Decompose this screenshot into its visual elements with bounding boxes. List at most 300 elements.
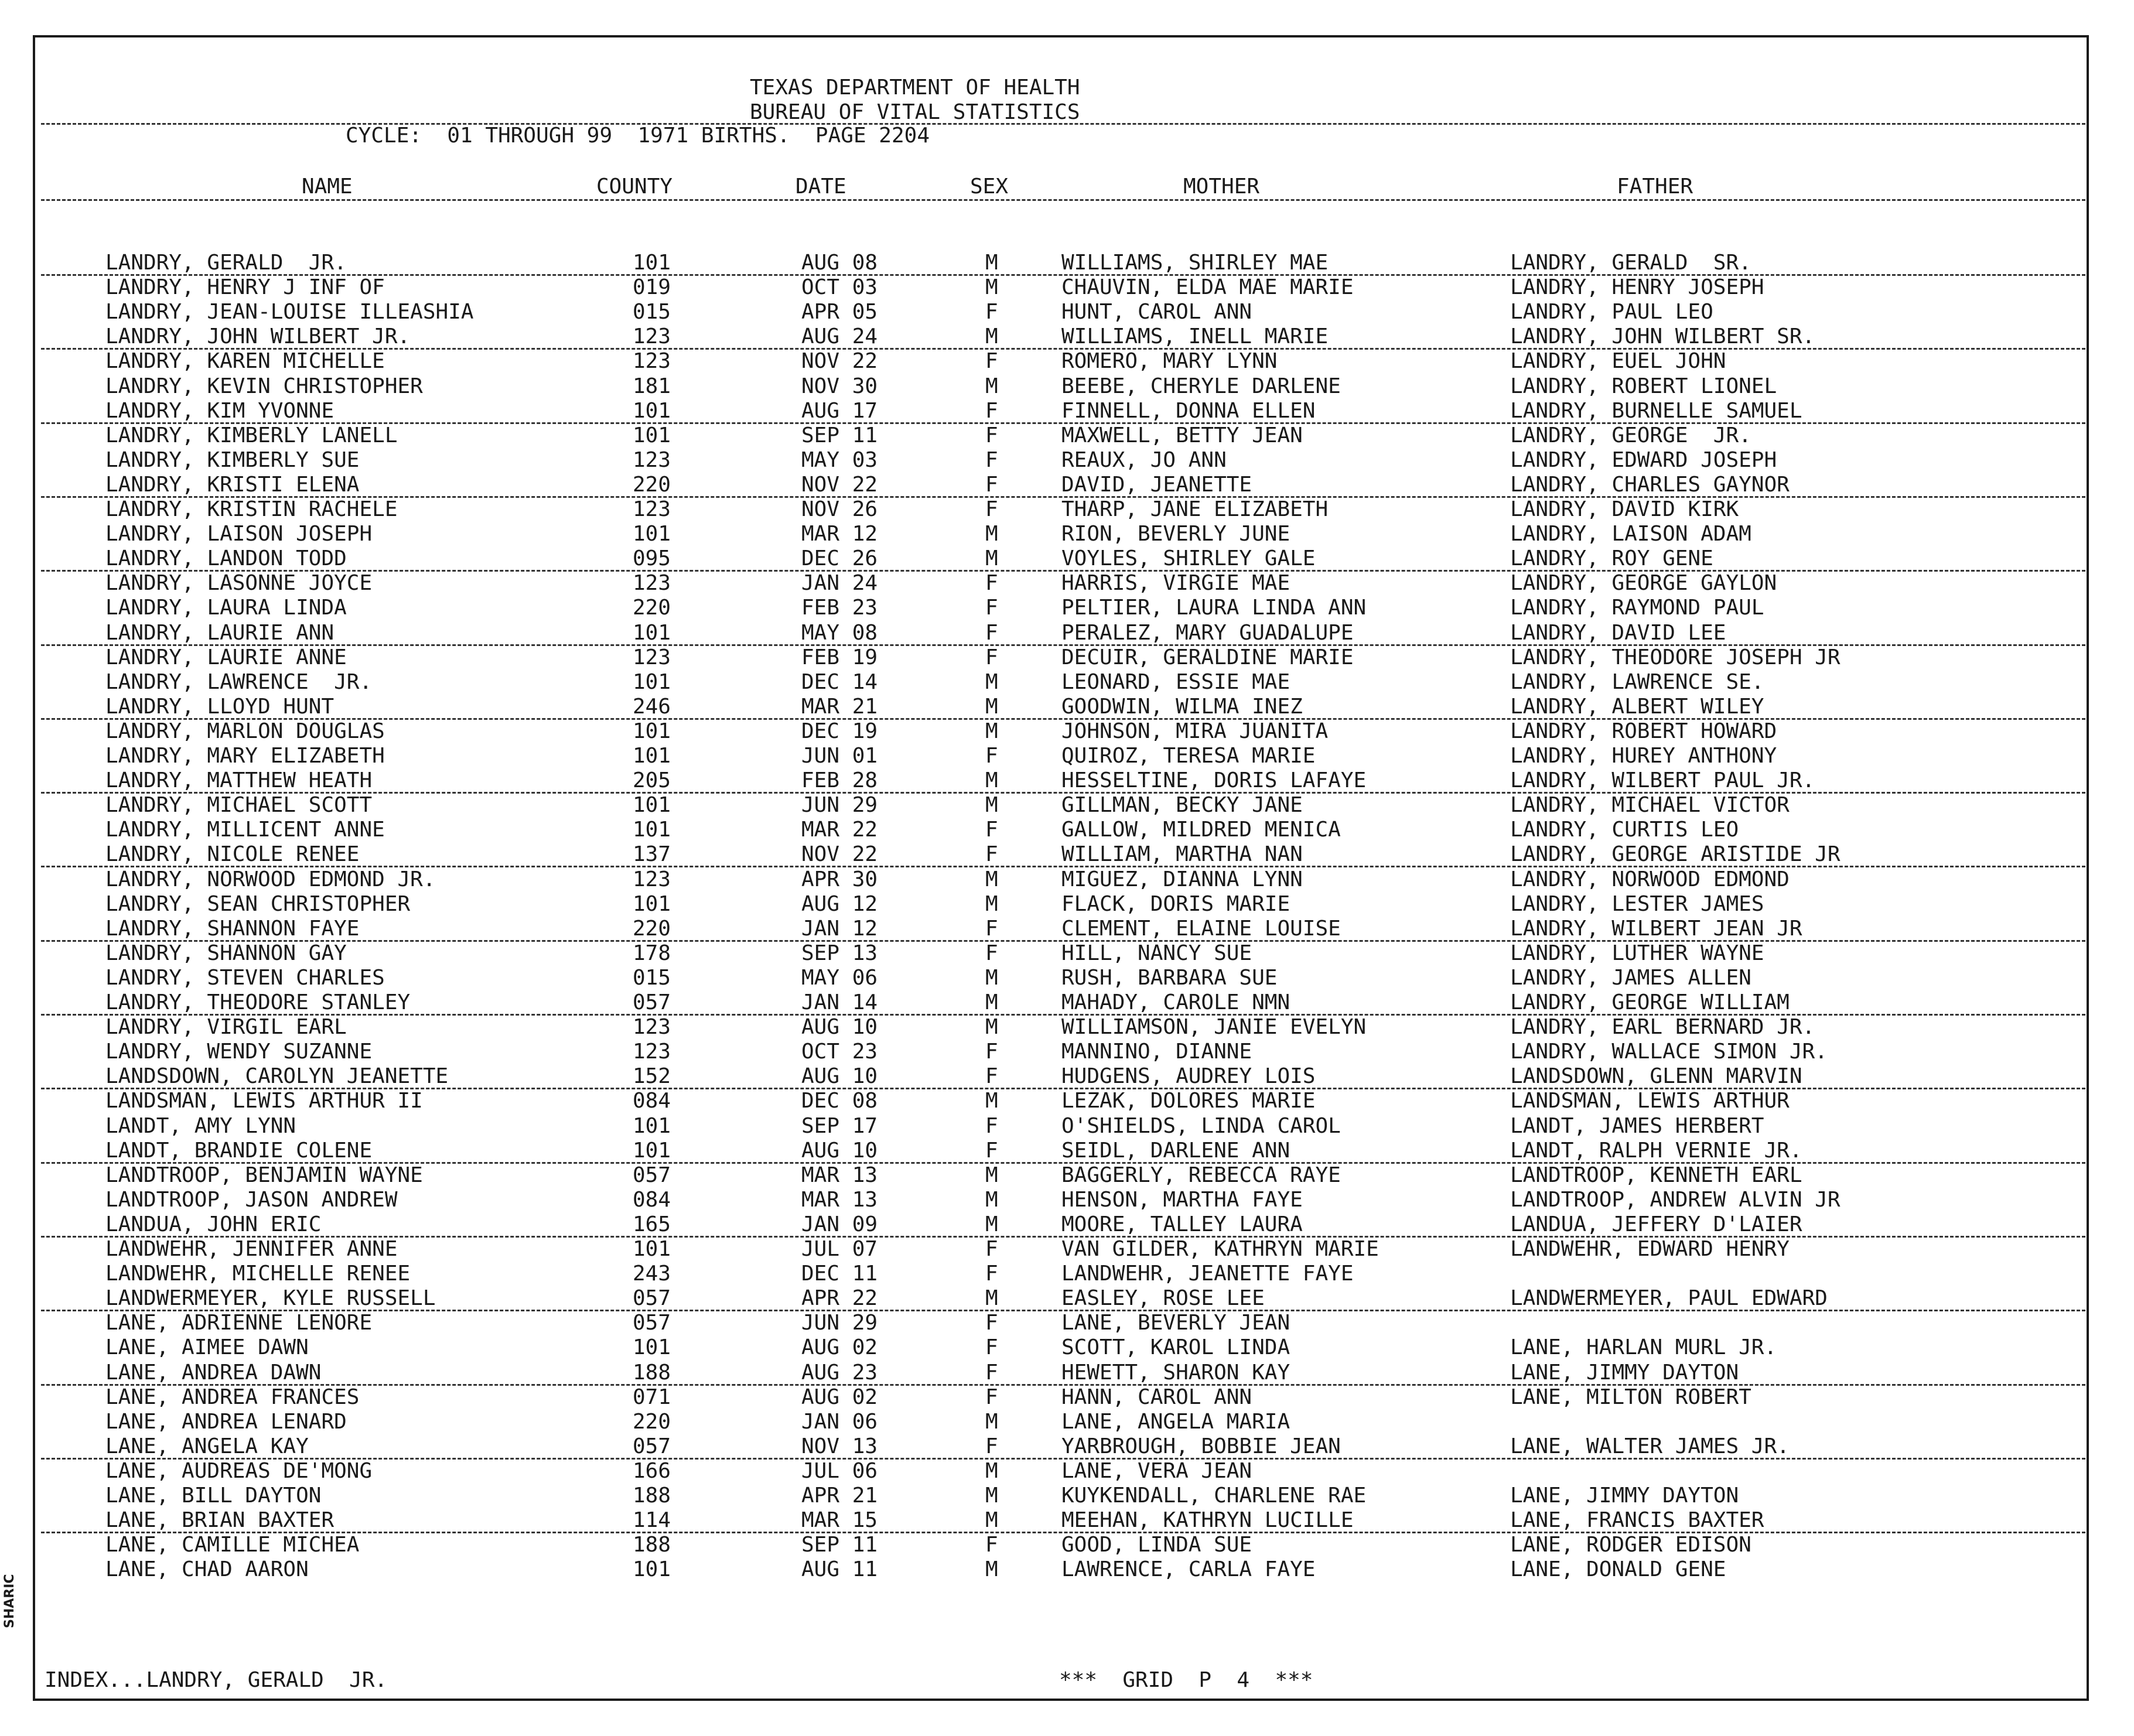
cell-county: 101 xyxy=(633,621,671,645)
table-row xyxy=(0,1557,2134,1582)
agency-title: TEXAS DEPARTMENT OF HEALTH xyxy=(750,76,1080,100)
cell-name: LANDRY, SHANNON GAY xyxy=(105,941,347,965)
cell-father: LANDRY, WILBERT PAUL JR. xyxy=(1510,768,1815,792)
cell-date: AUG 24 xyxy=(801,324,878,348)
cell-date: NOV 13 xyxy=(801,1434,878,1458)
cell-date: DEC 26 xyxy=(801,546,878,570)
cell-mother: LEZAK, DOLORES MARIE xyxy=(1061,1089,1316,1113)
cell-sex: F xyxy=(985,1237,998,1261)
cell-mother: HENSON, MARTHA FAYE xyxy=(1061,1188,1303,1212)
cell-father: LANDRY, DAVID LEE xyxy=(1510,621,1726,645)
cell-mother: LANDWEHR, JEANETTE FAYE xyxy=(1061,1262,1354,1286)
cell-sex: M xyxy=(985,1089,998,1113)
cell-name: LANDT, BRANDIE COLENE xyxy=(105,1139,373,1163)
cell-name: LANDRY, THEODORE STANLEY xyxy=(105,990,411,1014)
cell-sex: F xyxy=(985,645,998,669)
cell-county: 101 xyxy=(633,1557,671,1581)
cell-county: 166 xyxy=(633,1459,671,1483)
cell-county: 123 xyxy=(633,867,671,891)
side-label: SHARIC xyxy=(2,1574,17,1628)
table-row xyxy=(0,842,2134,867)
cell-date: JAN 24 xyxy=(801,571,878,595)
cell-father: LANDRY, CHARLES GAYNOR xyxy=(1510,473,1790,497)
table-row xyxy=(0,596,2134,620)
cell-county: 101 xyxy=(633,1335,671,1359)
cell-mother: MEEHAN, KATHRYN LUCILLE xyxy=(1061,1508,1354,1532)
cell-name: LANE, ANGELA KAY xyxy=(105,1434,309,1458)
cell-father: LANDRY, EARL BERNARD JR. xyxy=(1510,1015,1815,1039)
cell-mother: HARRIS, VIRGIE MAE xyxy=(1061,571,1290,595)
cell-date: OCT 23 xyxy=(801,1040,878,1064)
cell-date: AUG 17 xyxy=(801,399,878,423)
cell-mother: ROMERO, MARY LYNN xyxy=(1061,349,1278,373)
cell-father: LANDRY, ROY GENE xyxy=(1510,546,1713,570)
cell-name: LANDSMAN, LEWIS ARTHUR II xyxy=(105,1089,423,1113)
cell-father: LANDRY, LAWRENCE SE. xyxy=(1510,670,1764,694)
cell-sex: F xyxy=(985,571,998,595)
cell-father: LANDWEHR, EDWARD HENRY xyxy=(1510,1237,1790,1261)
cell-mother: CLEMENT, ELAINE LOUISE xyxy=(1061,917,1341,941)
cell-county: 246 xyxy=(633,695,671,719)
cell-sex: M xyxy=(985,275,998,299)
table-row xyxy=(0,522,2134,546)
table-row xyxy=(0,990,2134,1015)
column-header-mother: MOTHER xyxy=(1183,175,1260,199)
cell-sex: M xyxy=(985,867,998,891)
cell-county: 101 xyxy=(633,1114,671,1138)
cell-date: NOV 30 xyxy=(801,374,878,398)
cell-name: LANDRY, SHANNON FAYE xyxy=(105,917,360,941)
cell-mother: KUYKENDALL, CHARLENE RAE xyxy=(1061,1484,1367,1508)
cell-date: AUG 11 xyxy=(801,1557,878,1581)
cell-sex: M xyxy=(985,768,998,792)
cell-father: LANDRY, LUTHER WAYNE xyxy=(1510,941,1764,965)
column-header-rule xyxy=(41,199,2085,201)
cell-mother: VAN GILDER, KATHRYN MARIE xyxy=(1061,1237,1379,1261)
cell-mother: O'SHIELDS, LINDA CAROL xyxy=(1061,1114,1341,1138)
cell-father: LANDRY, GEORGE WILLIAM xyxy=(1510,990,1790,1014)
cell-county: 123 xyxy=(633,324,671,348)
table-row xyxy=(0,1385,2134,1410)
cell-mother: MAXWELL, BETTY JEAN xyxy=(1061,423,1303,447)
cell-sex: M xyxy=(985,1212,998,1236)
cell-date: JUN 29 xyxy=(801,1311,878,1335)
cell-date: MAR 22 xyxy=(801,818,878,842)
cell-date: AUG 10 xyxy=(801,1064,878,1088)
cell-county: 123 xyxy=(633,645,671,669)
table-row xyxy=(0,1163,2134,1188)
cell-sex: M xyxy=(985,695,998,719)
cell-county: 084 xyxy=(633,1089,671,1113)
table-row xyxy=(0,1410,2134,1434)
cell-date: AUG 12 xyxy=(801,892,878,916)
cell-sex: M xyxy=(985,966,998,990)
cell-date: JAN 14 xyxy=(801,990,878,1014)
cell-father: LANDRY, THEODORE JOSEPH JR xyxy=(1510,645,1841,669)
cell-mother: HILL, NANCY SUE xyxy=(1061,941,1252,965)
cell-county: 015 xyxy=(633,966,671,990)
cell-father: LANDRY, GEORGE ARISTIDE JR xyxy=(1510,842,1841,866)
table-row xyxy=(0,300,2134,324)
cell-father: LANDRY, EDWARD JOSEPH xyxy=(1510,448,1777,472)
cell-mother: HUDGENS, AUDREY LOIS xyxy=(1061,1064,1316,1088)
cell-county: 123 xyxy=(633,571,671,595)
cell-county: 152 xyxy=(633,1064,671,1088)
cell-sex: F xyxy=(985,941,998,965)
cell-name: LANDRY, LAWRENCE JR. xyxy=(105,670,373,694)
cell-sex: M xyxy=(985,719,998,743)
cell-date: NOV 26 xyxy=(801,497,878,521)
cell-name: LANDRY, LANDON TODD xyxy=(105,546,347,570)
cell-sex: F xyxy=(985,917,998,941)
cell-county: 165 xyxy=(633,1212,671,1236)
table-row xyxy=(0,670,2134,695)
cell-county: 220 xyxy=(633,917,671,941)
cell-sex: F xyxy=(985,497,998,521)
table-row xyxy=(0,1015,2134,1040)
cell-date: DEC 14 xyxy=(801,670,878,694)
table-row xyxy=(0,1335,2134,1360)
cell-father: LANDRY, CURTIS LEO xyxy=(1510,818,1739,842)
cell-father: LANDRY, WILBERT JEAN JR xyxy=(1510,917,1802,941)
cell-county: 101 xyxy=(633,892,671,916)
cell-name: LANDRY, MICHAEL SCOTT xyxy=(105,793,373,817)
cell-county: 101 xyxy=(633,522,671,546)
cell-mother: SCOTT, KAROL LINDA xyxy=(1061,1335,1290,1359)
table-row xyxy=(0,1286,2134,1311)
cell-mother: RION, BEVERLY JUNE xyxy=(1061,522,1290,546)
cell-date: AUG 10 xyxy=(801,1139,878,1163)
table-row xyxy=(0,571,2134,596)
cell-mother: WILLIAMS, SHIRLEY MAE xyxy=(1061,251,1329,275)
cell-date: NOV 22 xyxy=(801,473,878,497)
cell-county: 101 xyxy=(633,719,671,743)
cell-father: LANDTROOP, ANDREW ALVIN JR xyxy=(1510,1188,1841,1212)
cell-county: 101 xyxy=(633,1237,671,1261)
cell-date: APR 05 xyxy=(801,300,878,324)
cell-name: LANDRY, LAURA LINDA xyxy=(105,596,347,620)
cell-name: LANE, BRIAN BAXTER xyxy=(105,1508,334,1532)
table-row xyxy=(0,349,2134,374)
cell-name: LANDWERMEYER, KYLE RUSSELL xyxy=(105,1286,436,1310)
cell-name: LANDWEHR, MICHELLE RENEE xyxy=(105,1262,411,1286)
cell-father: LANDSDOWN, GLENN MARVIN xyxy=(1510,1064,1802,1088)
cell-father: LANDRY, EUEL JOHN xyxy=(1510,349,1726,373)
cell-father: LANDRY, JOHN WILBERT SR. xyxy=(1510,324,1815,348)
cell-name: LANDUA, JOHN ERIC xyxy=(105,1212,322,1236)
cell-father: LANDTROOP, KENNETH EARL xyxy=(1510,1163,1802,1187)
table-row xyxy=(0,1508,2134,1533)
cell-sex: F xyxy=(985,1335,998,1359)
cell-county: 019 xyxy=(633,275,671,299)
cell-name: LANDRY, MARY ELIZABETH xyxy=(105,744,385,768)
cell-name: LANDRY, KIM YVONNE xyxy=(105,399,334,423)
cell-father: LANDRY, JAMES ALLEN xyxy=(1510,966,1751,990)
cell-sex: F xyxy=(985,1040,998,1064)
cell-date: SEP 17 xyxy=(801,1114,878,1138)
cell-name: LANE, CHAD AARON xyxy=(105,1557,309,1581)
cell-sex: M xyxy=(985,990,998,1014)
cell-sex: M xyxy=(985,374,998,398)
table-row xyxy=(0,793,2134,818)
cell-sex: M xyxy=(985,670,998,694)
cell-father: LANE, HARLAN MURL JR. xyxy=(1510,1335,1777,1359)
cell-county: 220 xyxy=(633,596,671,620)
cell-date: NOV 22 xyxy=(801,842,878,866)
cell-sex: F xyxy=(985,1064,998,1088)
cell-mother: HUNT, CAROL ANN xyxy=(1061,300,1252,324)
cell-father: LANDRY, ALBERT WILEY xyxy=(1510,695,1764,719)
cell-date: FEB 19 xyxy=(801,645,878,669)
cell-county: 057 xyxy=(633,1286,671,1310)
cell-father: LANE, MILTON ROBERT xyxy=(1510,1385,1751,1409)
cell-date: JAN 12 xyxy=(801,917,878,941)
cell-county: 101 xyxy=(633,251,671,275)
cell-date: APR 21 xyxy=(801,1484,878,1508)
cell-name: LANDSDOWN, CAROLYN JEANETTE xyxy=(105,1064,449,1088)
cell-mother: SEIDL, DARLENE ANN xyxy=(1061,1139,1290,1163)
cell-father: LANE, RODGER EDISON xyxy=(1510,1533,1751,1557)
cell-sex: M xyxy=(985,251,998,275)
cell-date: MAR 12 xyxy=(801,522,878,546)
cell-name: LANDRY, STEVEN CHARLES xyxy=(105,966,385,990)
cell-name: LANDRY, LLOYD HUNT xyxy=(105,695,334,719)
table-row xyxy=(0,1459,2134,1484)
table-row xyxy=(0,423,2134,448)
cell-name: LANDRY, SEAN CHRISTOPHER xyxy=(105,892,411,916)
cell-mother: YARBROUGH, BOBBIE JEAN xyxy=(1061,1434,1341,1458)
cell-date: AUG 10 xyxy=(801,1015,878,1039)
cell-county: 101 xyxy=(633,1139,671,1163)
cell-date: DEC 19 xyxy=(801,719,878,743)
cell-mother: PELTIER, LAURA LINDA ANN xyxy=(1061,596,1367,620)
cell-name: LANDRY, GERALD JR. xyxy=(105,251,347,275)
cell-date: MAY 06 xyxy=(801,966,878,990)
cell-name: LANDRY, KEVIN CHRISTOPHER xyxy=(105,374,423,398)
cell-county: 101 xyxy=(633,670,671,694)
table-row xyxy=(0,275,2134,300)
cell-father: LANE, JIMMY DAYTON xyxy=(1510,1361,1739,1385)
cell-father: LANDRY, MICHAEL VICTOR xyxy=(1510,793,1790,817)
cell-sex: F xyxy=(985,1533,998,1557)
cell-name: LANDRY, VIRGIL EARL xyxy=(105,1015,347,1039)
cell-sex: M xyxy=(985,546,998,570)
cell-mother: MAHADY, CAROLE NMN xyxy=(1061,990,1290,1014)
cell-date: MAY 08 xyxy=(801,621,878,645)
cell-county: 057 xyxy=(633,1163,671,1187)
cell-name: LANDRY, KRISTI ELENA xyxy=(105,473,360,497)
cell-father: LANDRY, PAUL LEO xyxy=(1510,300,1713,324)
cell-sex: F xyxy=(985,349,998,373)
cell-name: LANDRY, LASONNE JOYCE xyxy=(105,571,373,595)
cell-mother: GILLMAN, BECKY JANE xyxy=(1061,793,1303,817)
table-row xyxy=(0,374,2134,399)
cell-sex: M xyxy=(985,1557,998,1581)
cell-name: LANDRY, WENDY SUZANNE xyxy=(105,1040,373,1064)
cell-county: 123 xyxy=(633,448,671,472)
cell-mother: EASLEY, ROSE LEE xyxy=(1061,1286,1265,1310)
cell-mother: FLACK, DORIS MARIE xyxy=(1061,892,1290,916)
cell-father: LANDRY, DAVID KIRK xyxy=(1510,497,1739,521)
index-label: INDEX...LANDRY, GERALD JR. xyxy=(45,1668,388,1692)
cell-father: LANDRY, GEORGE JR. xyxy=(1510,423,1751,447)
cell-date: MAR 13 xyxy=(801,1188,878,1212)
cell-county: 188 xyxy=(633,1484,671,1508)
cell-name: LANE, AIMEE DAWN xyxy=(105,1335,309,1359)
cell-sex: F xyxy=(985,473,998,497)
cell-name: LANDRY, MILLICENT ANNE xyxy=(105,818,385,842)
cell-sex: F xyxy=(985,1434,998,1458)
cell-date: NOV 22 xyxy=(801,349,878,373)
cell-name: LANDRY, KRISTIN RACHELE xyxy=(105,497,398,521)
cell-county: 095 xyxy=(633,546,671,570)
cell-name: LANDTROOP, BENJAMIN WAYNE xyxy=(105,1163,423,1187)
cell-sex: M xyxy=(985,1459,998,1483)
cell-mother: LAWRENCE, CARLA FAYE xyxy=(1061,1557,1316,1581)
cell-mother: QUIROZ, TERESA MARIE xyxy=(1061,744,1316,768)
cell-father: LANDRY, ROBERT LIONEL xyxy=(1510,374,1777,398)
cell-mother: HANN, CAROL ANN xyxy=(1061,1385,1252,1409)
table-row xyxy=(0,1089,2134,1113)
cell-name: LANDRY, LAURIE ANN xyxy=(105,621,334,645)
cell-mother: BAGGERLY, REBECCA RAYE xyxy=(1061,1163,1341,1187)
cell-mother: REAUX, JO ANN xyxy=(1061,448,1227,472)
cell-county: 123 xyxy=(633,349,671,373)
cell-sex: M xyxy=(985,1508,998,1532)
cell-county: 243 xyxy=(633,1262,671,1286)
cell-date: MAR 13 xyxy=(801,1163,878,1187)
table-row xyxy=(0,399,2134,423)
cell-sex: F xyxy=(985,818,998,842)
cell-name: LANDRY, JEAN-LOUISE ILLEASHIA xyxy=(105,300,474,324)
cell-county: 101 xyxy=(633,793,671,817)
cell-name: LANE, AUDREAS DE'MONG xyxy=(105,1459,373,1483)
cell-date: MAR 21 xyxy=(801,695,878,719)
cell-name: LANDRY, HENRY J INF OF xyxy=(105,275,385,299)
cell-date: MAR 15 xyxy=(801,1508,878,1532)
cell-mother: WILLIAM, MARTHA NAN xyxy=(1061,842,1303,866)
cell-date: FEB 28 xyxy=(801,768,878,792)
cell-father: LANDRY, ROBERT HOWARD xyxy=(1510,719,1777,743)
column-header-county: COUNTY xyxy=(596,175,673,199)
cell-date: JAN 09 xyxy=(801,1212,878,1236)
cell-name: LANDRY, JOHN WILBERT JR. xyxy=(105,324,411,348)
cell-sex: F xyxy=(985,423,998,447)
cell-county: 101 xyxy=(633,744,671,768)
cell-father: LANE, DONALD GENE xyxy=(1510,1557,1726,1581)
cell-date: JUN 29 xyxy=(801,793,878,817)
cell-father: LANDRY, BURNELLE SAMUEL xyxy=(1510,399,1802,423)
cell-county: 101 xyxy=(633,423,671,447)
cell-county: 084 xyxy=(633,1188,671,1212)
cell-county: 220 xyxy=(633,1410,671,1434)
table-row xyxy=(0,1237,2134,1262)
table-row xyxy=(0,768,2134,793)
table-row xyxy=(0,1114,2134,1139)
table-row xyxy=(0,546,2134,571)
cell-mother: GALLOW, MILDRED MENICA xyxy=(1061,818,1341,842)
table-row xyxy=(0,621,2134,645)
table-row xyxy=(0,1188,2134,1212)
table-row xyxy=(0,1040,2134,1064)
cell-county: 071 xyxy=(633,1385,671,1409)
cell-mother: LEONARD, ESSIE MAE xyxy=(1061,670,1290,694)
table-row xyxy=(0,473,2134,497)
cell-sex: F xyxy=(985,621,998,645)
cell-mother: LANE, VERA JEAN xyxy=(1061,1459,1252,1483)
cell-sex: F xyxy=(985,1262,998,1286)
cell-date: JUL 06 xyxy=(801,1459,878,1483)
cell-name: LANE, ANDREA LENARD xyxy=(105,1410,347,1434)
cell-father: LANDRY, NORWOOD EDMOND xyxy=(1510,867,1790,891)
cell-county: 057 xyxy=(633,1434,671,1458)
table-row xyxy=(0,1484,2134,1508)
cell-county: 205 xyxy=(633,768,671,792)
cell-sex: M xyxy=(985,1163,998,1187)
cell-mother: DAVID, JEANETTE xyxy=(1061,473,1252,497)
cell-county: 137 xyxy=(633,842,671,866)
column-header-date: DATE xyxy=(795,175,846,199)
cell-father: LANDUA, JEFFERY D'LAIER xyxy=(1510,1212,1802,1236)
cell-mother: PERALEZ, MARY GUADALUPE xyxy=(1061,621,1354,645)
cell-name: LANDRY, KAREN MICHELLE xyxy=(105,349,385,373)
cell-name: LANDRY, MARLON DOUGLAS xyxy=(105,719,385,743)
cell-county: 015 xyxy=(633,300,671,324)
cell-county: 178 xyxy=(633,941,671,965)
cell-mother: MOORE, TALLEY LAURA xyxy=(1061,1212,1303,1236)
cell-name: LANDRY, NORWOOD EDMOND JR. xyxy=(105,867,436,891)
cell-date: DEC 11 xyxy=(801,1262,878,1286)
cell-father: LANDSMAN, LEWIS ARTHUR xyxy=(1510,1089,1790,1113)
table-row xyxy=(0,719,2134,744)
cell-mother: BEEBE, CHERYLE DARLENE xyxy=(1061,374,1341,398)
cell-name: LANDWEHR, JENNIFER ANNE xyxy=(105,1237,398,1261)
cell-sex: M xyxy=(985,1188,998,1212)
cell-mother: WILLIAMS, INELL MARIE xyxy=(1061,324,1329,348)
cell-mother: HESSELTINE, DORIS LAFAYE xyxy=(1061,768,1367,792)
cell-county: 101 xyxy=(633,399,671,423)
cell-mother: GOOD, LINDA SUE xyxy=(1061,1533,1252,1557)
table-row xyxy=(0,1139,2134,1163)
cell-father: LANDRY, GERALD SR. xyxy=(1510,251,1751,275)
cell-county: 123 xyxy=(633,1040,671,1064)
cell-mother: DECUIR, GERALDINE MARIE xyxy=(1061,645,1354,669)
column-header-sex: SEX xyxy=(970,175,1009,199)
cell-sex: F xyxy=(985,1114,998,1138)
cell-date: AUG 08 xyxy=(801,251,878,275)
cell-sex: M xyxy=(985,522,998,546)
table-row xyxy=(0,324,2134,349)
table-row xyxy=(0,1311,2134,1335)
table-row xyxy=(0,448,2134,473)
cell-name: LANE, CAMILLE MICHEA xyxy=(105,1533,360,1557)
cell-county: 188 xyxy=(633,1533,671,1557)
cell-date: FEB 23 xyxy=(801,596,878,620)
cell-father: LANDRY, GEORGE GAYLON xyxy=(1510,571,1777,595)
cell-father: LANE, JIMMY DAYTON xyxy=(1510,1484,1739,1508)
cell-mother: WILLIAMSON, JANIE EVELYN xyxy=(1061,1015,1367,1039)
column-header-name: NAME xyxy=(302,175,353,199)
cell-sex: F xyxy=(985,1385,998,1409)
cell-mother: VOYLES, SHIRLEY GALE xyxy=(1061,546,1316,570)
cell-mother: JOHNSON, MIRA JUANITA xyxy=(1061,719,1329,743)
cell-mother: HEWETT, SHARON KAY xyxy=(1061,1361,1290,1385)
table-row xyxy=(0,251,2134,275)
cell-name: LANDRY, MATTHEW HEATH xyxy=(105,768,373,792)
cell-name: LANE, BILL DAYTON xyxy=(105,1484,322,1508)
cell-name: LANE, ADRIENNE LENORE xyxy=(105,1311,373,1335)
cell-county: 114 xyxy=(633,1508,671,1532)
